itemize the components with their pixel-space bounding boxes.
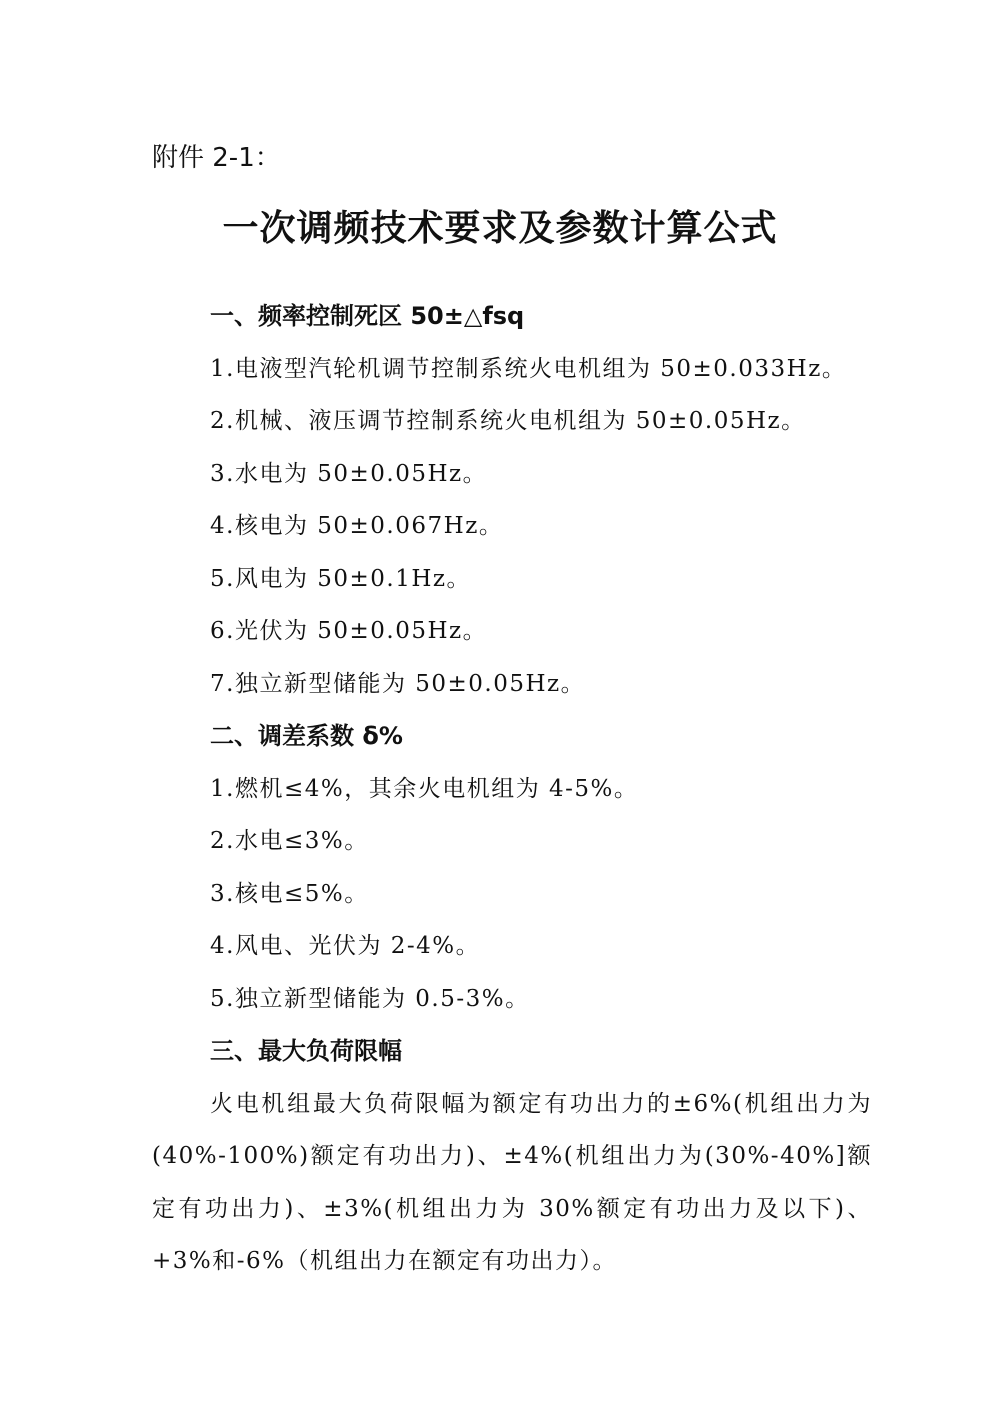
list-item: 5.独立新型储能为 0.5-3%。	[210, 985, 530, 1012]
list-item: 1.电液型汽轮机调节控制系统火电机组为 50±0.033Hz。	[210, 355, 847, 382]
list-item: 3.核电≤5%。	[210, 880, 369, 907]
list-item: 6.光伏为 50±0.05Hz。	[210, 618, 488, 644]
section-heading-droop-coefficient: 二、调差系数 δ%	[210, 722, 403, 750]
list-item: 2.机械、液压调节控制系统火电机组为 50±0.05Hz。	[210, 408, 806, 434]
list-item: 3.水电为 50±0.05Hz。	[210, 460, 488, 487]
list-item: 1.燃机≤4%，其余火电机组为 4-5%。	[210, 775, 639, 802]
attachment-label: 附件 2-1：	[152, 143, 281, 173]
section-heading-max-load-limit: 三、最大负荷限幅	[210, 1037, 402, 1065]
paragraph: 火电机组最大负荷限幅为额定有功出力的±6%(机组出力为(40%-100%)额定有功出力)、±4%(机组出力为(30%-40%]额定有功出力)、±3%(机组出力为 30%额定有功出力及以下)、+3%和-6%（机组出力在额定有功出力）。	[152, 1090, 872, 1274]
list-item: 5.风电为 50±0.1Hz。	[210, 565, 472, 592]
document-title: 一次调频技术要求及参数计算公式	[222, 208, 778, 249]
list-item: 4.核电为 50±0.067Hz。	[210, 513, 504, 539]
list-item: 2.水电≤3%。	[210, 828, 369, 854]
document-body	[152, 290, 872, 1288]
list-item: 4.风电、光伏为 2-4%。	[210, 933, 481, 959]
list-item: 7.独立新型储能为 50±0.05Hz。	[210, 670, 586, 697]
section-heading-frequency-deadband: 一、频率控制死区 50±△fsq	[210, 302, 525, 330]
